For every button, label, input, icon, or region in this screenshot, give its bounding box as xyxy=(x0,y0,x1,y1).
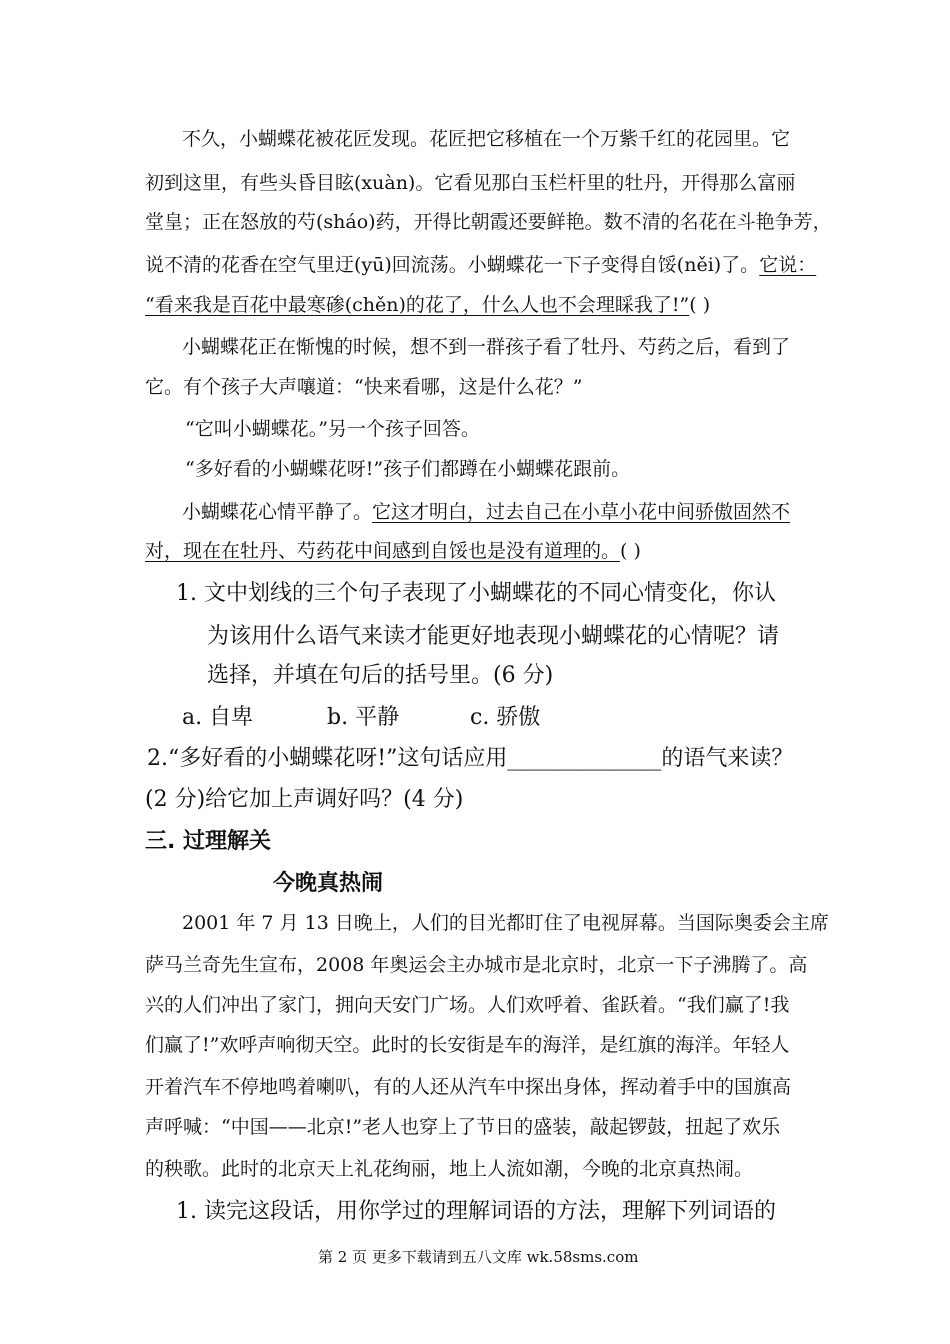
passage1-text: 小蝴蝶花正在惭愧的时候，想不到一群孩子看了牡丹、芍药之后，看到了 xyxy=(182,336,791,358)
passage1-text: 不久，小蝴蝶花被花匠发现。花匠把它移植在一个万紫千红的花园里。它 xyxy=(182,128,791,150)
question-1-text: 为该用什么语气来读才能更好地表现小蝴蝶花的心情呢？请 xyxy=(207,624,780,649)
passage-title: 今晚真热闹 xyxy=(273,871,384,896)
passage1-text xyxy=(145,536,641,563)
answer-bracket: ( ) xyxy=(620,540,641,562)
page-footer: 第 2 页 更多下载请到五八文库 wk.58sms.com xyxy=(318,1248,639,1266)
passage1-text xyxy=(145,290,710,317)
passage2-text: 声呼喊：“中国——北京!”老人也穿上了节日的盛装，敲起锣鼓，扭起了欢乐 xyxy=(145,1116,781,1138)
option-a: a. 自卑 xyxy=(182,705,254,730)
underlined-sentence: 它说： xyxy=(759,254,817,276)
passage1-text: “多好看的小蝴蝶花呀!”孩子们都蹲在小蝴蝶花跟前。 xyxy=(185,458,631,480)
passage1-text: “它叫小蝴蝶花。”另一个孩子回答。 xyxy=(185,418,480,440)
passage1-text: 堂皇；正在怒放的芍(sháo)药，开得比朝霞还要鲜艳。数不清的名花在斗艳争芳， xyxy=(145,211,832,233)
question-2-text: 2.“多好看的小蝴蝶花呀!”这句话应用______________的语气来读？ xyxy=(147,746,794,771)
underlined-sentence: “看来我是百花中最寒碜(chěn)的花了，什么人也不会理睬我了!” xyxy=(145,294,690,316)
question-2-text: (2 分)给它加上声调好吗？(4 分) xyxy=(145,787,464,812)
question-1-text: 选择，并填在句后的括号里。(6 分) xyxy=(207,663,554,688)
passage1-text xyxy=(145,250,816,277)
underlined-sentence: 对，现在在牡丹、芍药花中间感到自馁也是没有道理的。 xyxy=(145,540,621,562)
passage2-text: 兴的人们冲出了家门，拥向天安门广场。人们欢呼着、雀跃着。“我们赢了!我 xyxy=(145,994,790,1016)
passage1-text xyxy=(182,497,790,524)
section-heading: 三. 过理解关 xyxy=(145,829,272,854)
passage2-text: 的秧歌。此时的北京天上礼花绚丽，地上人流如潮，今晚的北京真热闹。 xyxy=(145,1158,754,1180)
passage2-text: 们赢了!”欢呼声响彻天空。此时的长安街是车的海洋，是红旗的海洋。年轻人 xyxy=(145,1034,790,1056)
passage1-text: 初到这里，有些头昏目眩(xuàn)。它看见那白玉栏杆里的牡丹，开得那么富丽 xyxy=(145,172,796,194)
passage2-text: 2001 年 7 月 13 日晚上，人们的目光都盯住了电视屏幕。当国际奥委会主席 xyxy=(182,912,829,934)
question-text: 1. 读完这段话，用你学过的理解词语的方法，理解下列词语的 xyxy=(176,1199,776,1224)
underlined-sentence: 它这才明白，过去自己在小草小花中间骄傲固然不 xyxy=(372,501,791,523)
passage2-text: 萨马兰奇先生宣布，2008 年奥运会主办城市是北京时，北京一下子沸腾了。高 xyxy=(145,954,808,976)
passage2-text: 开着汽车不停地鸣着喇叭，有的人还从汽车中探出身体，挥动着手中的国旗高 xyxy=(145,1076,792,1098)
text-span: 小蝴蝶花心情平静了。 xyxy=(182,501,373,523)
answer-bracket: ( ) xyxy=(689,294,711,316)
passage1-text: 它。有个孩子大声嚷道：“快来看哪，这是什么花？” xyxy=(145,376,583,398)
option-b: b. 平静 xyxy=(327,705,400,730)
text-span: 说不清的花香在空气里迂(yū)回流荡。小蝴蝶花一下子变得自馁(něi)了。 xyxy=(145,254,760,276)
question-1-text: 1. 文中划线的三个句子表现了小蝴蝶花的不同心情变化，你认 xyxy=(176,581,776,606)
option-c: c. 骄傲 xyxy=(470,705,541,730)
